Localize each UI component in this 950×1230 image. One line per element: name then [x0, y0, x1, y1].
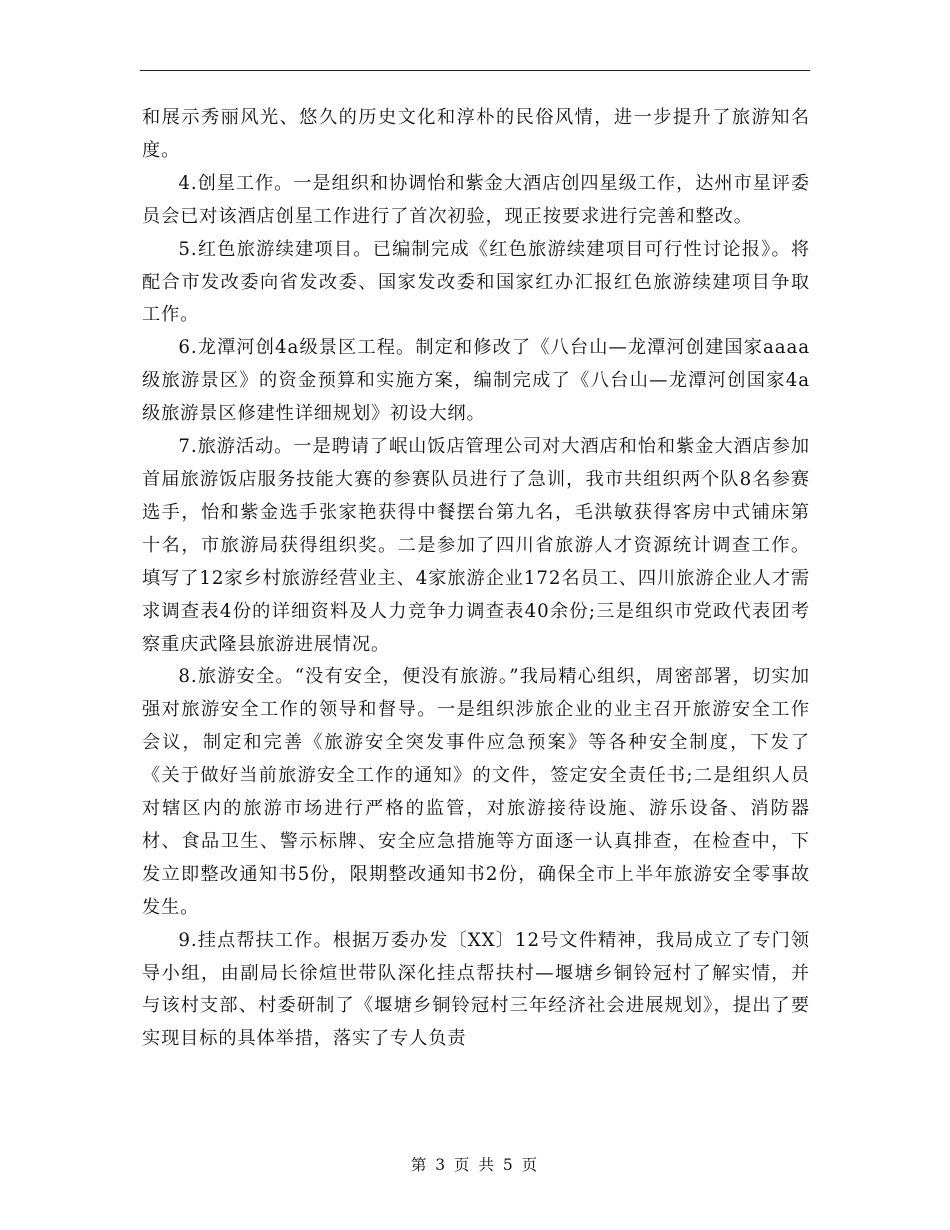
document-body [142, 102, 810, 1056]
paragraph-item-9: 9.挂点帮扶工作。根据万委办发〔XX〕12号文件精神，我局成立了专门领导小组，由副局长徐煊世带队深化挂点帮扶村—堰塘乡铜铃冠村了解实情，并与该村支部、村委研制了《堰塘乡铜铃冠村三年经济社会进展规划》，提出了要实现目标的具体举措，落实了专人负责 [142, 929, 810, 1050]
paragraph-item-5: 5.红色旅游续建项目。已编制完成《红色旅游续建项目可行性讨论报》。将配合市发改委向省发改委、国家发改委和国家红办汇报红色旅游续建项目争取工作。 [142, 238, 810, 326]
paragraph-continuation: 和展示秀丽风光、悠久的历史文化和淳朴的民俗风情，进一步提升了旅游知名度。 [142, 107, 810, 161]
paragraph-item-6: 6.龙潭河创4a级景区工程。制定和修改了《八台山—龙潭河创建国家aaaa级旅游景区》的资金预算和实施方案，编制完成了《八台山—龙潭河创国家4a级旅游景区修建性详细规划》初设大纲。 [142, 337, 810, 425]
paragraph-item-7: 7.旅游活动。一是聘请了岷山饭店管理公司对大酒店和怡和紫金大酒店参加首届旅游饭店服务技能大赛的参赛队员进行了急训，我市共组织两个队8名参赛选手，怡和紫金选手张家艳获得中餐摆台第九名，毛洪敏获得客房中式铺床第十名，市旅游局获得组织奖。二是参加了四川省旅游人才资源统计调查工作。填写了12家乡村旅游经营业主、4家旅游企业172名员工、四川旅游企业人才需求调查表4份的详细资料及人力竞争力调查表40余份;三是组织市党政代表团考察重庆武隆县旅游进展情况。 [142, 436, 810, 655]
paragraph-item-4: 4.创星工作。一是组织和协调怡和紫金大酒店创四星级工作，达州市星评委员会已对该酒店创星工作进行了首次初验，现正按要求进行完善和整改。 [142, 172, 810, 227]
page-number-footer: 第 3 页 共 5 页 [410, 1156, 540, 1174]
paragraph-item-8: 8.旅游安全。“没有安全，便没有旅游。”我局精心组织，周密部署，切实加强对旅游安全工作的领导和督导。一是组织涉旅企业的业主召开旅游安全工作会议，制定和完善《旅游安全突发事件应急预案》等各种安全制度，下发了《关于做好当前旅游安全工作的通知》的文件，签定安全责任书;二是组织人员对辖区内的旅游市场进行严格的监管，对旅游接待设施、游乐设备、消防器材、食品卫生、警示标牌、安全应急措施等方面逐一认真排查，在检查中，下发立即整改通知书5份，限期整改通知书2份，确保全市上半年旅游安全零事故发生。 [142, 666, 810, 918]
header-rule [140, 70, 810, 71]
